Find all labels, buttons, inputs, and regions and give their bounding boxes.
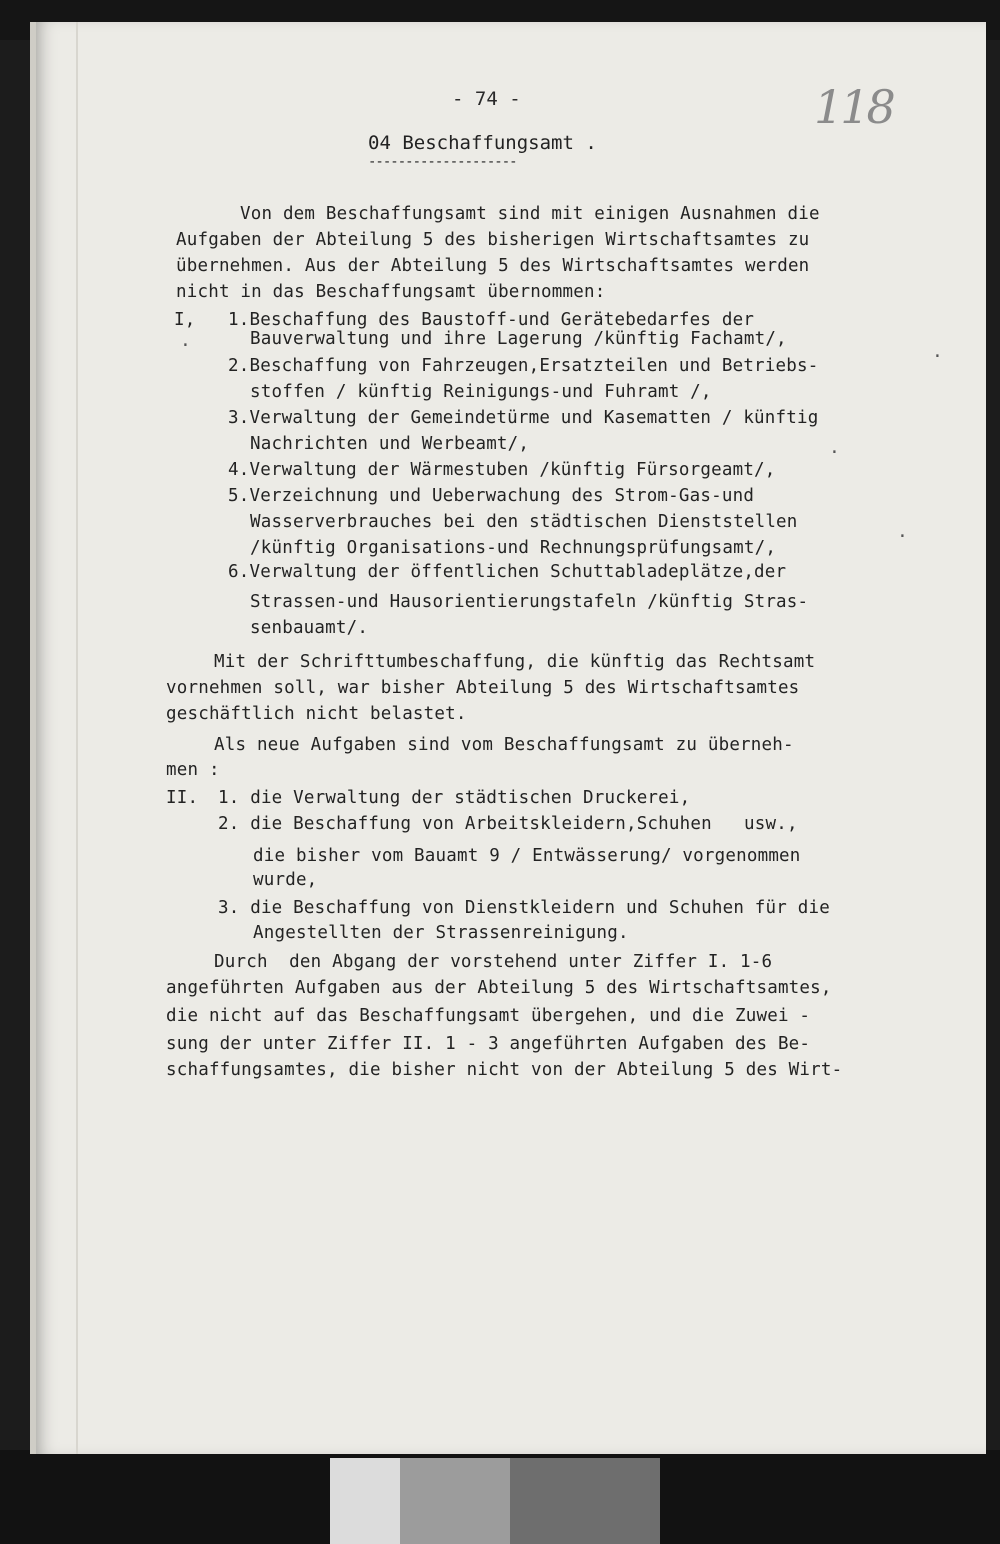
text-line: übernehmen. Aus der Abteilung 5 des Wirtschaftsamtes werden: [176, 256, 810, 276]
text-line: men :: [166, 760, 220, 780]
gray-scale-swatch-mid: [400, 1458, 510, 1544]
text-line: schaffungsamtes, die bisher nicht von der Abteilung 5 des Wirt-: [166, 1060, 843, 1080]
list-item-line: senbauamt/.: [250, 618, 369, 638]
list-item-line: 3.Verwaltung der Gemeindetürme und Kasematten / künftig: [228, 408, 819, 428]
list-item-line: 3. die Beschaffung von Dienstkleidern und Schuhen für die: [218, 898, 830, 918]
text-line: Mit der Schrifttumbeschaffung, die künftig das Rechtsamt: [214, 652, 816, 672]
scan-speck: ·: [932, 346, 943, 367]
text-line: geschäftlich nicht belastet.: [166, 704, 467, 724]
text-line: angeführten Aufgaben aus der Abteilung 5 des Wirtschaftsamtes,: [166, 978, 832, 998]
gray-scale-swatch-light: [330, 1458, 400, 1544]
scan-speck: ·: [180, 335, 191, 356]
section-heading: 04 Beschaffungsamt .: [368, 132, 597, 154]
list-item-line: 4.Verwaltung der Wärmestuben /künftig Fürsorgeamt/,: [228, 460, 776, 480]
list-item-line: Angestellten der Strassenreinigung.: [253, 923, 629, 943]
list-item-line: Nachrichten und Werbeamt/,: [250, 434, 530, 454]
list-item-line: 1. die Verwaltung der städtischen Druckerei,: [218, 788, 691, 808]
handwritten-archive-number: 118: [814, 80, 893, 134]
list-item-line: Strassen-und Hausorientierungstafeln /künftig Stras-: [250, 592, 809, 612]
list-item-line: 2.Beschaffung von Fahrzeugen,Ersatzteilen und Betriebs-: [228, 356, 819, 376]
scan-speck: ·: [897, 526, 908, 547]
text-line: Durch den Abgang der vorstehend unter Ziffer I. 1-6: [214, 952, 773, 972]
list-marker-roman: I,: [174, 310, 196, 330]
heading-underline: --------------------: [368, 154, 517, 170]
list-item-line: Wasserverbrauches bei den städtischen Dienststellen: [250, 512, 798, 532]
text-line: sung der unter Ziffer II. 1 - 3 angeführten Aufgaben des Be-: [166, 1034, 811, 1054]
scan-speck: ·: [829, 442, 840, 463]
list-item-line: 6.Verwaltung der öffentlichen Schuttabladeplätze,der: [228, 562, 787, 582]
list-marker-roman: II.: [166, 788, 199, 808]
list-item-line: stoffen / künftig Reinigungs-und Fuhramt /,: [250, 382, 712, 402]
text-line: Als neue Aufgaben sind vom Beschaffungsamt zu überneh-: [214, 735, 794, 755]
text-line: die nicht auf das Beschaffungsamt übergehen, und die Zuwei -: [166, 1006, 811, 1026]
list-item-line: 2. die Beschaffung von Arbeitskleidern,Schuhen usw.,: [218, 814, 798, 834]
list-item-line: wurde,: [253, 870, 318, 890]
list-item-line: Bauverwaltung und ihre Lagerung /künftig Fachamt/,: [250, 329, 787, 349]
list-item-line: die bisher vom Bauamt 9 / Entwässerung/ vorgenommen: [253, 846, 801, 866]
page-number: - 74 -: [452, 88, 521, 110]
list-item-line: 1.Beschaffung des Baustoff-und Gerätebedarfes der: [228, 310, 755, 330]
text-line: Aufgaben der Abteilung 5 des bisherigen Wirtschaftsamtes zu: [176, 230, 810, 250]
text-line: Von dem Beschaffungsamt sind mit einigen Ausnahmen die: [240, 204, 820, 224]
text-line: vornehmen soll, war bisher Abteilung 5 des Wirtschaftsamtes: [166, 678, 800, 698]
text-line: nicht in das Beschaffungsamt übernommen:: [176, 282, 606, 302]
list-item-line: 5.Verzeichnung und Ueberwachung des Strom-Gas-und: [228, 486, 755, 506]
page-binding-shadow: [76, 22, 78, 1454]
list-item-line: /künftig Organisations-und Rechnungsprüfungsamt/,: [250, 538, 777, 558]
